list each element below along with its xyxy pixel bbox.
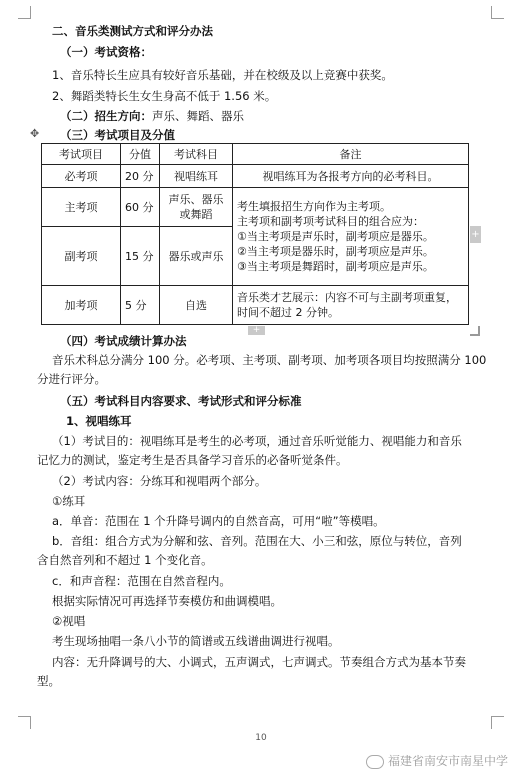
watermark — [366, 752, 508, 769]
table-cell: 15 分 — [121, 227, 160, 286]
table-header-cell: 考试项目 — [42, 144, 121, 165]
paragraph-line: 内容：无升降调号的大、小调式，五声调式，七声调式。节奏组合方式为基本节奏 — [52, 655, 466, 669]
table-cell: 视唱练耳 — [160, 165, 233, 188]
table-header-cell: 考试科目 — [160, 144, 233, 165]
note-line: 时间不超过 2 分钟。 — [237, 306, 339, 319]
add-row-handle-icon[interactable]: + — [248, 326, 265, 335]
margin-corner-bottom-right — [491, 716, 504, 729]
paragraph-line: b．音组：组合方式为分解和弦、音列。范围在大、小三和弦，原位与转位，音列 — [52, 534, 462, 548]
score-table — [41, 143, 469, 325]
table-cell: 必考项 — [42, 165, 121, 188]
table-note-main — [233, 188, 469, 286]
s4-text-line2: 分进行评分。 — [37, 372, 106, 386]
s5-subheading: 1、视唱练耳 — [66, 414, 132, 428]
wechat-icon — [366, 755, 384, 769]
paragraph-line: 考生现场抽唱一条八小节的简谱或五线谱曲调进行视唱。 — [52, 634, 340, 648]
paragraph-line: a．单音：范围在 1 个升降号调内的自然音高，可用“啦”等模唱。 — [52, 514, 385, 528]
move-handle-icon[interactable]: ✥ — [30, 127, 40, 140]
note-line: 音乐类才艺展示：内容不可与主副考项重复， — [237, 291, 457, 304]
table-row — [42, 286, 469, 325]
s2-text: 声乐、舞蹈、器乐 — [152, 109, 244, 123]
paragraph-line: ②视唱 — [52, 614, 86, 628]
margin-corner-bottom-left — [18, 716, 31, 729]
paragraph-line: 根据实际情况可再选择节奏模仿和曲调模唱。 — [52, 594, 282, 608]
section-title: 二、音乐类测试方式和评分办法 — [52, 24, 213, 38]
table-cell: 视唱练耳为各报考方向的必考科目。 — [233, 165, 469, 188]
margin-corner-top-right — [491, 6, 504, 19]
table-note-extra — [233, 286, 469, 325]
paragraph-line: 含自然音列和不超过 1 个变化音。 — [37, 553, 213, 567]
page-number: 10 — [255, 733, 267, 743]
table-header-cell: 分值 — [121, 144, 160, 165]
note-line: 考生填报招生方向作为主考项。 — [237, 200, 391, 213]
s2-line — [60, 108, 244, 124]
table-cell: 副考项 — [42, 227, 121, 286]
table-cell: 声乐、器乐或舞蹈 — [160, 188, 233, 227]
note-line: 主考项和副考项考试科目的组合应为： — [237, 215, 424, 228]
s5-heading: （五）考试科目内容要求、考试形式和评分标准 — [60, 394, 302, 408]
table-cell: 加考项 — [42, 286, 121, 325]
paragraph-line: ①练耳 — [52, 494, 86, 508]
s3-heading: （三）考试项目及分值 — [60, 128, 175, 142]
table-cell: 20 分 — [121, 165, 160, 188]
table-cell: 60 分 — [121, 188, 160, 227]
s1-item1: 1、音乐特长生应具有较好音乐基础，并在校级及以上竞赛中获奖。 — [52, 68, 393, 82]
margin-corner-top-left — [18, 6, 31, 19]
s4-text-line1: 音乐术科总分满分 100 分。必考项、主考项、副考项、加考项各项目均按照满分 100 — [52, 353, 487, 367]
s1-heading: （一）考试资格： — [60, 45, 152, 59]
note-line: ③当主考项是舞蹈时，副考项应是声乐。 — [237, 260, 434, 273]
paragraph-line: （1）考试目的：视唱练耳是考生的必考项，通过音乐听觉能力、视唱能力和音乐 — [52, 434, 462, 448]
table-resize-handle-icon[interactable] — [470, 326, 480, 336]
paragraph-line: 记忆力的测试，鉴定考生是否具备学习音乐的必备听觉条件。 — [37, 453, 348, 467]
note-line: ①当主考项是声乐时，副考项应是器乐。 — [237, 230, 434, 243]
paragraph-line: （2）考试内容：分练耳和视唱两个部分。 — [52, 474, 267, 488]
table-cell: 5 分 — [121, 286, 160, 325]
table-cell: 自选 — [160, 286, 233, 325]
s2-heading: （二）招生方向： — [60, 109, 152, 123]
table-cell: 主考项 — [42, 188, 121, 227]
paragraph-line: c．和声音程：范围在自然音程内。 — [52, 574, 231, 588]
watermark-text: 福建省南安市南星中学 — [387, 754, 508, 768]
table-row — [42, 165, 469, 188]
note-line: ②当主考项是器乐时，副考项应是声乐。 — [237, 245, 434, 258]
table-header-cell: 备注 — [233, 144, 469, 165]
add-column-handle-icon[interactable]: + — [470, 226, 481, 243]
table-header-row — [42, 144, 469, 165]
paragraph-line: 型。 — [37, 674, 60, 688]
s4-heading: （四）考试成绩计算办法 — [60, 334, 187, 348]
table-cell: 器乐或声乐 — [160, 227, 233, 286]
table-row — [42, 188, 469, 227]
s1-item2: 2、舞蹈类特长生女生身高不低于 1.56 米。 — [52, 89, 277, 103]
